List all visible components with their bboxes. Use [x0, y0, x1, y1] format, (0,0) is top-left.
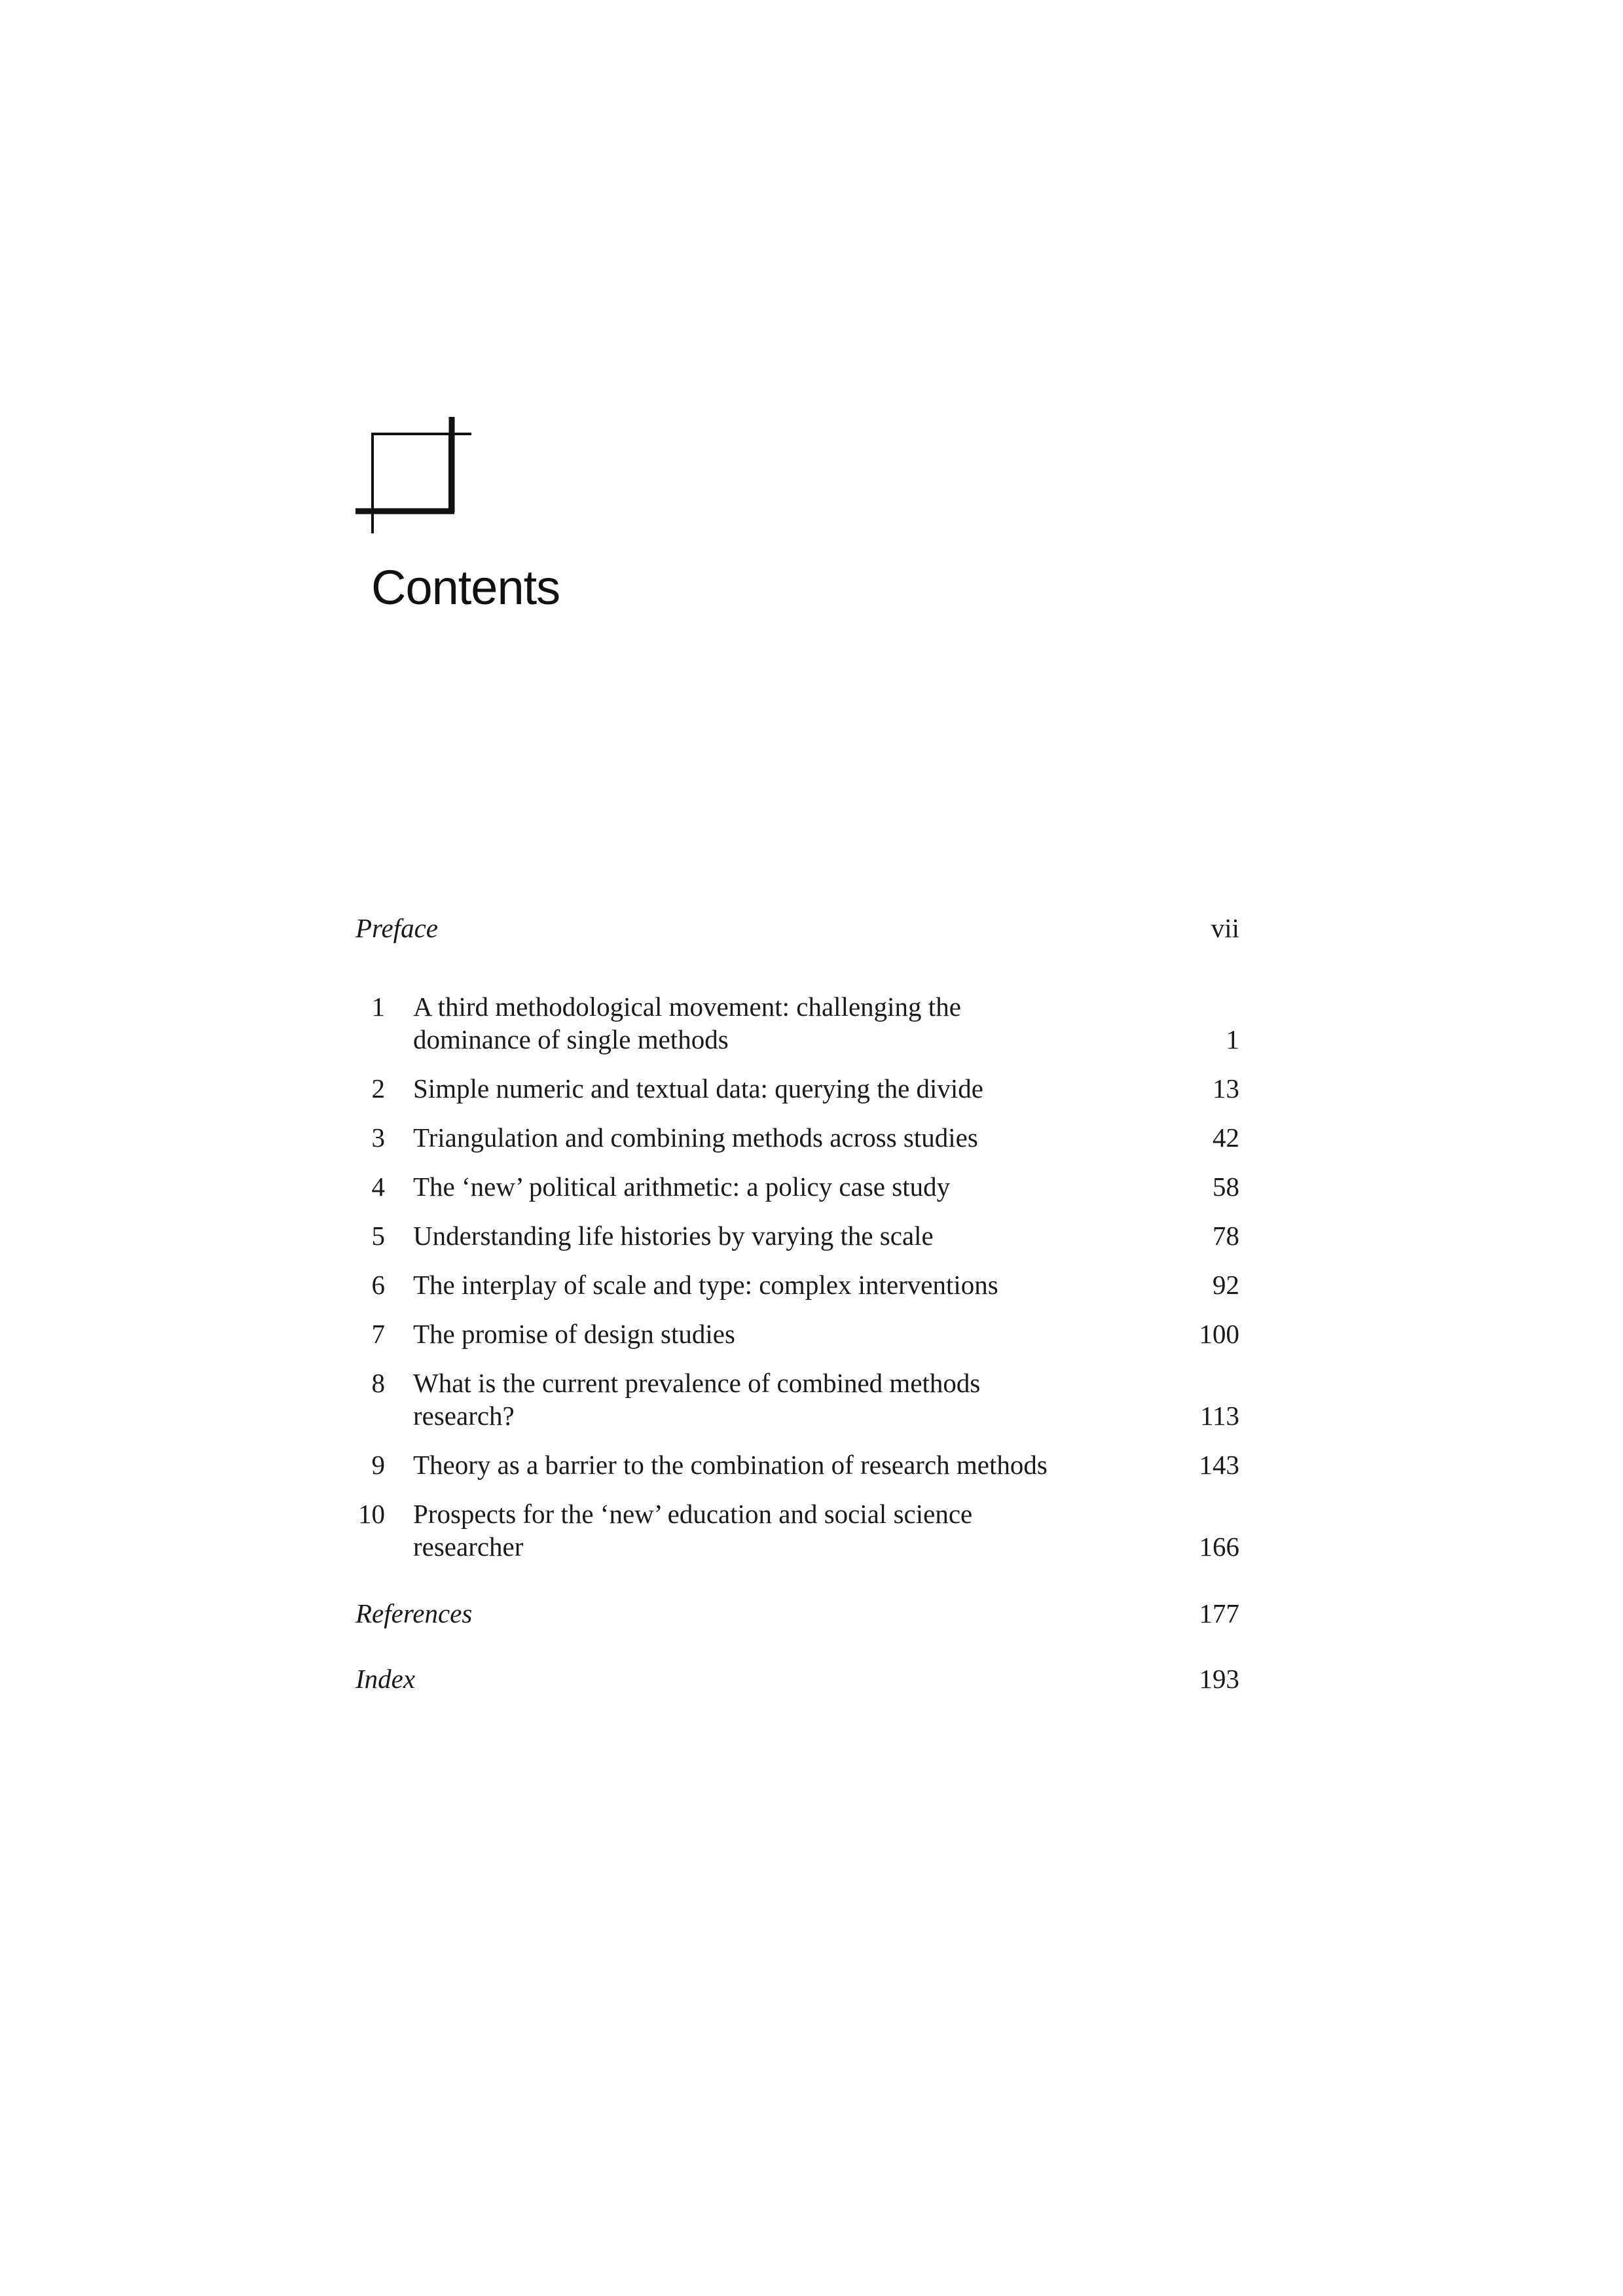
chapter-title [413, 1268, 1159, 1301]
chapter-title [413, 1121, 1159, 1154]
chapter-title-line: Prospects for the ‘new’ education and social science [413, 1499, 973, 1529]
chapter-page: 13 [1213, 1073, 1239, 1103]
chapter-title [413, 1318, 1159, 1350]
chapter-title-line: A third methodological movement: challenging the [413, 992, 961, 1022]
chapter-number: 5 [371, 1221, 385, 1251]
index-page: 193 [1199, 1664, 1239, 1694]
chapter-title-line: Triangulation and combining methods across studies [413, 1122, 978, 1153]
chapter-title-line: Simple numeric and textual data: querying the divide [413, 1073, 984, 1103]
chapter-title [413, 1367, 1159, 1432]
chapter-title-line: The interplay of scale and type: complex interventions [413, 1270, 998, 1300]
chapter-title-line: researcher [413, 1532, 524, 1562]
chapter-page: 113 [1200, 1401, 1239, 1431]
chapter-title-line: dominance of single methods [413, 1024, 729, 1054]
chapter-title-line: Understanding life histories by varying the scale [413, 1221, 934, 1251]
chapter-number: 7 [371, 1319, 385, 1349]
chapter-number: 3 [371, 1122, 385, 1153]
chapter-page: 58 [1213, 1172, 1239, 1202]
chapter-number: 9 [371, 1450, 385, 1480]
page-title: Contents [371, 560, 560, 615]
chapter-title-line: The ‘new’ political arithmetic: a policy case study [413, 1172, 951, 1202]
references-label: References [356, 1598, 473, 1628]
chapter-page: 166 [1199, 1532, 1239, 1562]
chapter-title [413, 1072, 1159, 1105]
chapter-number: 2 [371, 1073, 385, 1103]
preface-label: Preface [356, 913, 438, 943]
chapter-title [413, 1498, 1159, 1563]
index-label: Index [356, 1664, 416, 1694]
chapter-page: 1 [1226, 1024, 1239, 1054]
chapter-title [413, 990, 1159, 1056]
chapter-number: 8 [371, 1368, 385, 1398]
chapter-title-line: research? [413, 1401, 515, 1431]
references-page: 177 [1199, 1598, 1239, 1628]
chapter-page: 42 [1213, 1122, 1239, 1153]
chapter-number: 1 [371, 992, 385, 1022]
chapter-title [413, 1448, 1159, 1481]
chapter-page: 143 [1199, 1450, 1239, 1480]
chapter-page: 92 [1213, 1270, 1239, 1300]
chapter-page: 78 [1213, 1221, 1239, 1251]
chapter-title-line: The promise of design studies [413, 1319, 735, 1349]
chapter-number: 6 [371, 1270, 385, 1300]
chapter-title [413, 1219, 1159, 1252]
chapter-number: 4 [371, 1172, 385, 1202]
corner-mark-icon [354, 412, 484, 543]
preface-page: vii [1211, 913, 1239, 943]
chapter-title-line: Theory as a barrier to the combination of research methods [413, 1450, 1048, 1480]
chapter-title [413, 1170, 1159, 1203]
chapter-title-line: What is the current prevalence of combined methods [413, 1368, 981, 1398]
chapter-page: 100 [1199, 1319, 1239, 1349]
chapter-number: 10 [358, 1499, 385, 1529]
